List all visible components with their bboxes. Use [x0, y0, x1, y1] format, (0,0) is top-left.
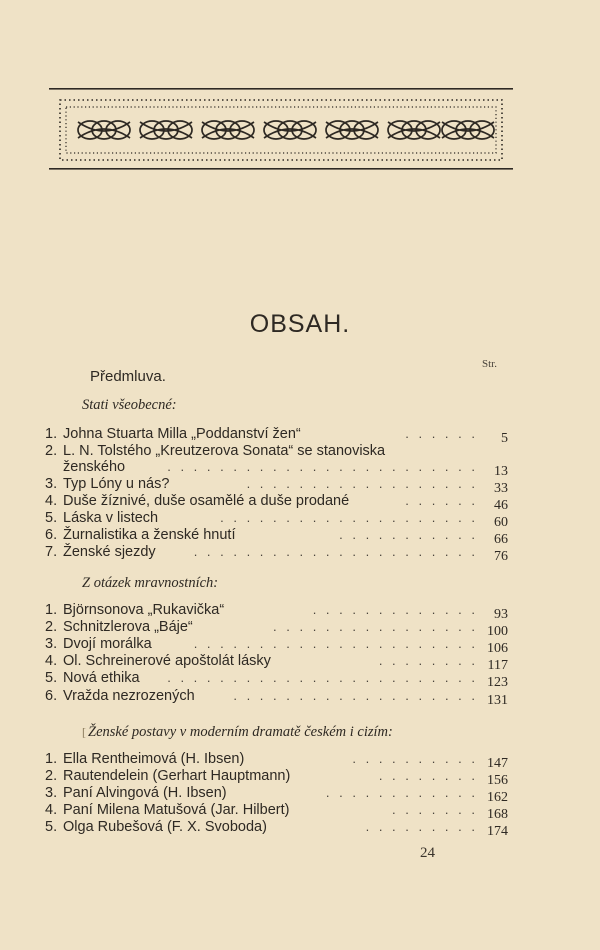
page-number: 174 [487, 824, 508, 839]
page-number: 117 [487, 658, 508, 673]
toc-entry: 1. Johna Stuarta Milla „Poddanství žen“ . . . . . . 5 [45, 426, 508, 446]
page-number: 60 [494, 515, 508, 530]
ornament-band [48, 86, 514, 172]
toc-entry: 4. Duše žíznivé, duše osamělé a duše prodané . . . . . . 46 [45, 493, 508, 513]
page-number: 66 [494, 532, 508, 547]
toc-entry: 3. Paní Alvingová (H. Ibsen) . . . . . . . . . . . . 162 [45, 785, 508, 805]
preface-entry: Předmluva. [90, 368, 166, 385]
toc-entry: 1. Björnsonova „Rukavička“ . . . . . . . . . . . . . 93 [45, 602, 508, 622]
toc-entry: 2. Rautendelein (Gerhart Hauptmann) . . . . . . . . 156 [45, 768, 508, 788]
toc-entry: 4. Ol. Schreinerové apoštolát lásky . . . . . . . . 117 [45, 653, 508, 673]
page-number: 131 [487, 693, 508, 708]
toc-entry: ženského . . . . . . . . . . . . . . . . . . . . . . . . 13 [63, 459, 508, 479]
folio-number: 24 [420, 845, 435, 861]
toc-entry: 4. Paní Milena Matušová (Jar. Hilbert) . . . . . . . 168 [45, 802, 508, 822]
toc-entry: 5. Láska v listech . . . . . . . . . . . . . . . . . . . . 60 [45, 510, 508, 530]
page-number: 46 [494, 498, 508, 513]
page-number: 162 [487, 790, 508, 805]
page-number: 106 [487, 641, 508, 656]
page-number: 168 [487, 807, 508, 822]
toc-entry: 6. Vražda nezrozených . . . . . . . . . . . . . . . . . . . 131 [45, 688, 508, 708]
toc-entry: 5. Nová ethika . . . . . . . . . . . . . . . . . . . . . . . . 123 [45, 670, 508, 690]
page-column-label: Str. [482, 358, 497, 370]
section-heading-3: [ Ženské postavy v moderním dramatě českém i cizím: [82, 724, 393, 740]
page-number: 13 [494, 464, 508, 479]
page-number: 5 [501, 431, 508, 446]
margin-mark: [ [82, 725, 86, 739]
page-title: OBSAH. [249, 310, 351, 338]
page-number: 100 [487, 624, 508, 639]
toc-entry: 2. L. N. Tolstého „Kreutzerova Sonata“ se stanoviska [45, 443, 386, 459]
toc-entry: 6. Žurnalistika a ženské hnutí . . . . . . . . . . . 66 [45, 527, 508, 547]
section-heading-2: Z otázek mravnostních: [82, 575, 219, 591]
toc-entry: 2. Schnitzlerova „Báje“ . . . . . . . . . . . . . . . . 100 [45, 619, 508, 639]
toc-entry: 1. Ella Rentheimová (H. Ibsen) . . . . . . . . . . 147 [45, 751, 508, 771]
page-number: 93 [494, 607, 508, 622]
page-number: 147 [487, 756, 508, 771]
page-number: 33 [494, 481, 508, 496]
page-number: 156 [487, 773, 508, 788]
toc-entry: 5. Olga Rubešová (F. X. Svoboda) . . . . . . . . . 174 [45, 819, 508, 839]
toc-entry: 3. Dvojí morálka . . . . . . . . . . . . . . . . . . . . . . 106 [45, 636, 508, 656]
section-heading-1: Stati všeobecné: [82, 397, 177, 413]
toc-entry: 3. Typ Lóny u nás? . . . . . . . . . . . . . . . . . . 33 [45, 476, 508, 496]
page-number: 76 [494, 549, 508, 564]
page-number: 123 [487, 675, 508, 690]
toc-entry: 7. Ženské sjezdy . . . . . . . . . . . . . . . . . . . . . . 76 [45, 544, 508, 564]
